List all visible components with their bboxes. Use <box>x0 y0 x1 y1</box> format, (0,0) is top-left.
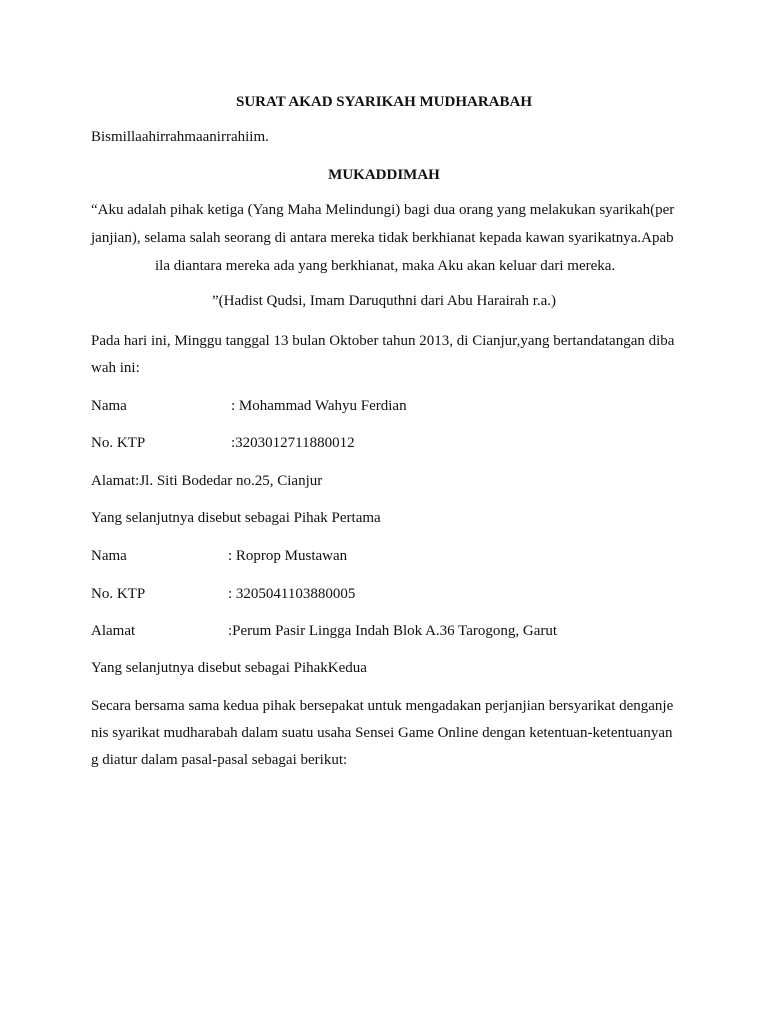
party2-nama-label: Nama <box>91 548 127 564</box>
hadith-line-2: janjian), selama salah seorang di antara mereka tidak berkhianat kepada kawan syarikatnya.Apab <box>91 230 674 246</box>
party1-ktp-label: No. KTP <box>91 435 146 451</box>
intro-line-1: Pada hari ini, Minggu tanggal 13 bulan Oktober tahun 2013, di Cianjur,yang bertandatangan diba <box>91 333 675 349</box>
party2-alamat-label: Alamat <box>91 623 136 639</box>
document-title: SURAT AKAD SYARIKAH MUDHARABAH <box>235 94 532 110</box>
party2-nama-value: : Roprop Mustawan <box>228 548 348 564</box>
party2-ktp-label: No. KTP <box>91 586 146 602</box>
party2-note: Yang selanjutnya disebut sebagai PihakKedua <box>91 660 367 676</box>
mukaddimah-heading: MUKADDIMAH <box>328 167 440 183</box>
intro-line-2: wah ini: <box>91 360 140 376</box>
party1-alamat: Alamat:Jl. Siti Bodedar no.25, Cianjur <box>91 473 323 489</box>
closing-line-1: Secara bersama sama kedua pihak bersepakat untuk mengadakan perjanjian bersyarikat denganje <box>91 698 674 714</box>
party2-alamat-value: :Perum Pasir Lingga Indah Blok A.36 Tarogong, Garut <box>228 623 558 639</box>
party2-ktp-value: : 3205041103880005 <box>228 586 356 602</box>
party1-nama-value: : Mohammad Wahyu Ferdian <box>231 398 407 414</box>
party1-ktp-value: :3203012711880012 <box>231 435 355 451</box>
closing-line-2: nis syarikat mudharabah dalam suatu usaha Sensei Game Online dengan ketentuan-ketentuanyan <box>91 725 673 741</box>
party1-nama-label: Nama <box>91 398 127 414</box>
hadith-line-3: ila diantara mereka ada yang berkhianat, maka Aku akan keluar dari mereka. <box>155 258 616 274</box>
hadith-source: ”(Hadist Qudsi, Imam Daruquthni dari Abu Harairah r.a.) <box>211 293 557 309</box>
closing-line-3: g diatur dalam pasal-pasal sebagai berikut: <box>91 752 348 768</box>
bismillah-line: Bismillaahirrahmaanirrahiim. <box>91 129 269 145</box>
hadith-line-1: “Aku adalah pihak ketiga (Yang Maha Melindungi) bagi dua orang yang melakukan syarikah(per <box>91 202 675 218</box>
party1-note: Yang selanjutnya disebut sebagai Pihak Pertama <box>91 510 381 526</box>
